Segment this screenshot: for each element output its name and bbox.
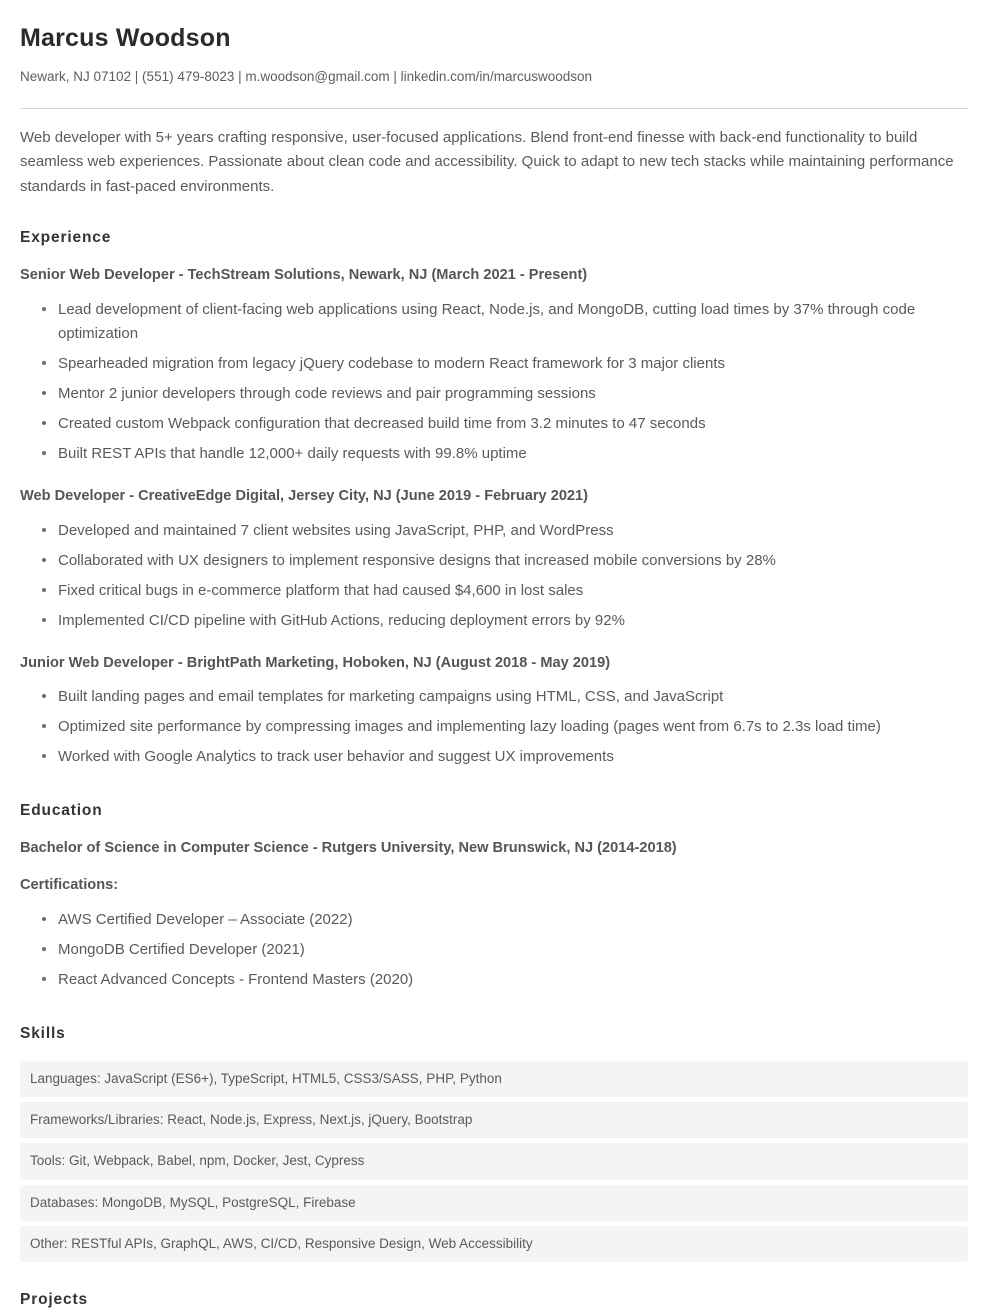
skill-row: Other: RESTful APIs, GraphQL, AWS, CI/CD, Responsive Design, Web Accessibility [20,1226,968,1262]
skills-list [20,1061,968,1262]
section-heading-education: Education [20,802,103,820]
certifications-label: Certifications: [20,877,119,894]
list-item: Created custom Webpack configuration that decreased build time from 3.2 minutes to 47 seconds [40,409,968,439]
list-item: Optimized site performance by compressing images and implementing lazy loading (pages went from 6.7s to 2.3s load time) [40,712,968,742]
skill-row: Languages: JavaScript (ES6+), TypeScript, HTML5, CSS3/SASS, PHP, Python [20,1061,968,1097]
list-item: Implemented CI/CD pipeline with GitHub Actions, reducing deployment errors by 92% [40,606,968,636]
section-heading-skills: Skills [20,1024,66,1042]
list-item: Fixed critical bugs in e-commerce platform that had caused $4,600 in lost sales [40,576,968,606]
job-bullet-list [20,295,968,469]
job-title: Senior Web Developer - TechStream Solutions, Newark, NJ (March 2021 - Present) [20,267,588,284]
skill-row: Frameworks/Libraries: React, Node.js, Express, Next.js, jQuery, Bootstrap [20,1102,968,1138]
list-item: Built REST APIs that handle 12,000+ daily requests with 99.8% uptime [40,439,968,469]
contact-line: Newark, NJ 07102 | (551) 479-8023 | m.woodson@gmail.com | linkedin.com/in/marcuswoodson [20,69,592,85]
experience-entry [20,266,968,469]
skill-row: Tools: Git, Webpack, Babel, npm, Docker, Jest, Cypress [20,1143,968,1179]
list-item: Collaborated with UX designers to implement responsive designs that increased mobile conversions by 28% [40,546,968,576]
job-title: Junior Web Developer - BrightPath Marketing, Hoboken, NJ (August 2018 - May 2019) [20,654,611,671]
list-item: Worked with Google Analytics to track user behavior and suggest UX improvements [40,742,968,772]
experience-entry [20,654,968,773]
degree-line: Bachelor of Science in Computer Science - Rutgers University, New Brunswick, NJ (2014-2018) [20,840,677,857]
experience-entry [20,487,968,636]
section-heading-projects: Projects [20,1290,88,1308]
section-heading-experience: Experience [20,229,112,247]
list-item: Spearheaded migration from legacy jQuery codebase to modern React framework for 3 major clients [40,349,968,379]
list-item: React Advanced Concepts - Frontend Masters (2020) [40,965,968,995]
list-item: Built landing pages and email templates for marketing campaigns using HTML, CSS, and JavaScript [40,682,968,712]
certifications-list [20,905,968,995]
header-divider [20,108,968,109]
job-bullet-list [20,682,968,772]
list-item: Mentor 2 junior developers through code reviews and pair programming sessions [40,379,968,409]
job-bullet-list [20,516,968,636]
list-item: Lead development of client-facing web applications using React, Node.js, and MongoDB, cutting load times by 37% through code optimization [40,295,968,349]
list-item: Developed and maintained 7 client websites using JavaScript, PHP, and WordPress [40,516,968,546]
list-item: AWS Certified Developer – Associate (2022) [40,905,968,935]
summary-paragraph: Web developer with 5+ years crafting responsive, user-focused applications. Blend front-end finesse with back-end functionality to build seamless web experiences. Passionate about clean code and accessibility. Quick to adapt to new tech stacks while maintaining performance standards in fast-paced environments. [20,129,954,195]
skill-row: Databases: MongoDB, MySQL, PostgreSQL, Firebase [20,1185,968,1221]
page-title: Marcus Woodson [20,24,231,52]
list-item: MongoDB Certified Developer (2021) [40,935,968,965]
job-title: Web Developer - CreativeEdge Digital, Jersey City, NJ (June 2019 - February 2021) [20,487,589,504]
